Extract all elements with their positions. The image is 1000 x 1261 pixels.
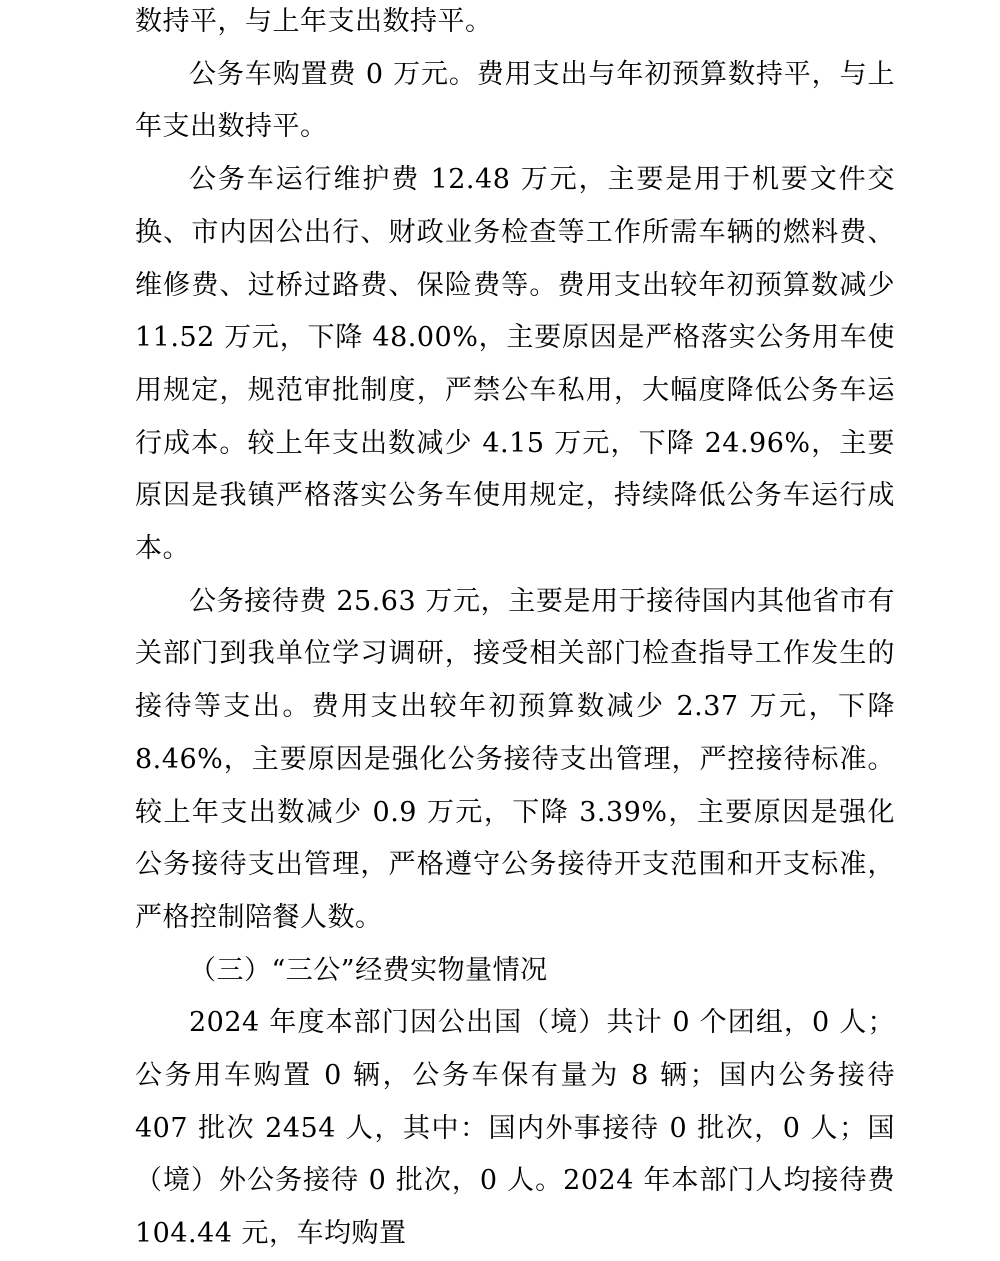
paragraph-vehicle-purchase: 公务车购置费 0 万元。费用支出与年初预算数持平，与上年支出数持平。 [135,58,895,143]
paragraph-continuation: 数持平，与上年支出数持平。 [135,6,493,37]
section-heading: （三）“三公”经费实物量情况 [189,954,548,986]
paragraph-reception-fee: 公务接待费 25.63 万元，主要是用于接待国内其他省市有关部门到我单位学习调研，接受相关部门检查指导工作发生的接待等支出。费用支出较年初预算数减少 2.37 万元，下降 8.46%，主要原因是强化公务接待支出管理，严控接待标准。较上年支出数减少 0.9 万元，下降 3.39%，主要原因是强化公务接待支出管理，严格遵守公务接待开支范围和开支标准，严格控制陪餐人数。 [135,585,895,933]
paragraph-physical-quantity: 2024 年度本部门因公出国（境）共计 0 个团组，0 人；公务用车购置 0 辆，公务车保有量为 8 辆；国内公务接待 407 批次 2454 人，其中：国内外事接待 0 批次，0 人；国（境）外公务接待 0 批次，0 人。2024 年本部门人均接待费 104.44 元，车均购置 [135,1007,895,1250]
document-page [135,0,895,1261]
paragraph-vehicle-maintenance: 公务车运行维护费 12.48 万元，主要是用于机要文件交换、市内因公出行、财政业务检查等工作所需车辆的燃料费、维修费、过桥过路费、保险费等。费用支出较年初预算数减少 11.52 万元，下降 48.00%，主要原因是严格落实公务用车使用规定，规范审批制度，严禁公车私用，大幅度降低公务车运行成本。较上年支出数减少 4.15 万元，下降 24.96%，主要原因是我镇严格落实公务车使用规定，持续降低公务车运行成本。 [135,164,895,565]
